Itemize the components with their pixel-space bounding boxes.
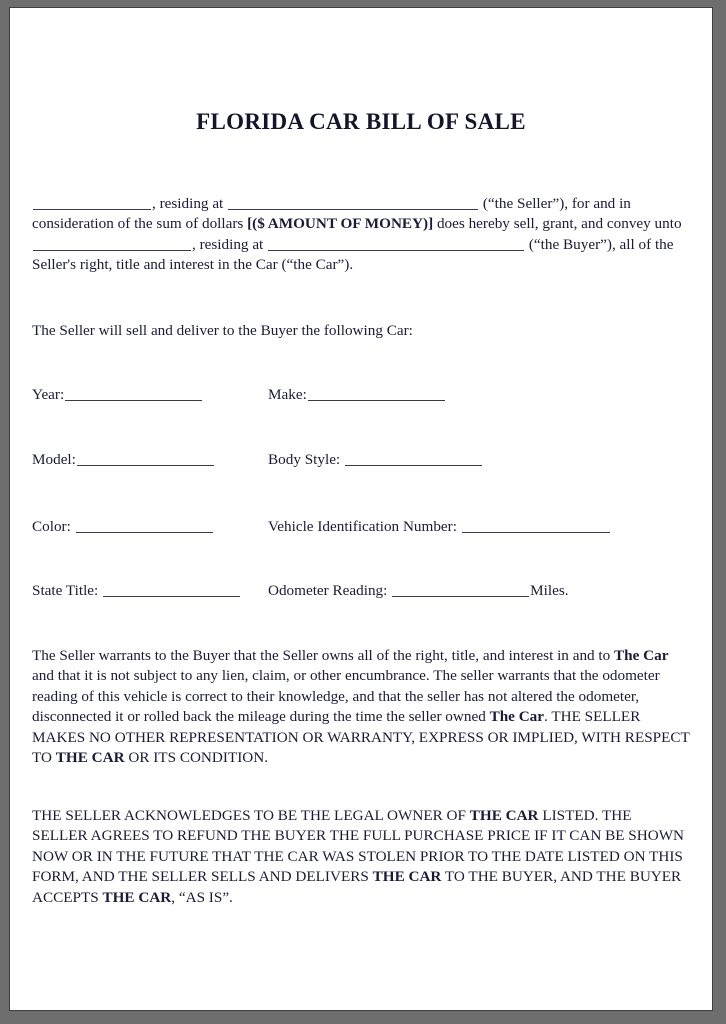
document-content — [32, 8, 690, 1010]
field-year-label: Year: — [32, 386, 65, 403]
field-vin-label: Vehicle Identification Number: — [268, 518, 457, 535]
field-odometer-label: Odometer Reading: — [268, 582, 388, 599]
field-model — [32, 450, 268, 470]
field-model-label: Model: — [32, 451, 76, 468]
acknowledgment-seg-1: THE SELLER ACKNOWLEDGES TO BE THE LEGAL OWNER OF — [32, 807, 470, 824]
consideration-tail-label: does hereby sell, grant, and — [436, 215, 604, 233]
field-make-blank[interactable] — [308, 389, 445, 401]
field-state-title-label: State Title: — [32, 582, 99, 599]
field-odometer-blank[interactable] — [392, 585, 529, 597]
buyer-address-blank[interactable] — [268, 239, 524, 251]
deliver-line-text: The Seller will sell and deliver to the Buyer the following Car: — [32, 322, 413, 339]
field-year-blank[interactable] — [65, 389, 202, 401]
field-row-model-bodystyle — [32, 450, 690, 470]
warranty-bold-1: The Car — [614, 647, 669, 664]
warranty-seg-3: . THE SELLER MAKES NO OTHER REPRESENTATION OR WARRANTY, EXPRESS OR IMPLIED, WITH RESPECT TO — [32, 708, 690, 767]
buyer-paren-label: (“the — [528, 235, 560, 253]
intro-paragraph — [32, 194, 690, 276]
warranty-seg-2: and that it is not subject to any lien, claim, or other encumbrance. The seller warrants that the odometer reading of this vehicle is correct to their knowledge, and that the seller has not altered the odometer, disconnected it or rolled back the mileage during the time the seller owned — [32, 667, 660, 726]
field-state-title-blank[interactable] — [103, 585, 240, 597]
seller-address-blank[interactable] — [228, 198, 478, 210]
seller-name-blank[interactable] — [33, 198, 151, 210]
acknowledgment-seg-3: TO THE BUYER, AND THE BUYER ACCEPTS — [32, 868, 682, 906]
field-state-title — [32, 581, 268, 601]
field-body-style — [268, 450, 483, 470]
seller-residing-label: , residing at — [152, 195, 224, 212]
field-body-style-blank[interactable] — [345, 454, 482, 466]
field-row-color-vin — [32, 517, 690, 537]
buyer-name-blank[interactable] — [33, 239, 191, 251]
buyer-residing-label: , residing at — [192, 235, 264, 253]
field-vin — [268, 517, 611, 537]
field-body-style-label: Body Style: — [268, 451, 341, 468]
field-model-blank[interactable] — [77, 454, 214, 466]
field-color — [32, 517, 268, 537]
acknowledgment-seg-2: LISTED. THE SELLER AGREES TO REFUND THE BUYER THE FULL PURCHASE PRICE IF IT CAN BE SHOWN NOW OR IN THE FUTURE THAT THE CAR WAS STOLEN PRIOR TO THE DATE LISTED ON THIS FORM, AND THE SELLER SELLS AND DELIVERS — [32, 807, 684, 886]
field-make-label: Make: — [268, 386, 307, 403]
convey-lead-label: convey unto — [606, 215, 682, 233]
field-row-year-make — [32, 385, 690, 405]
field-year — [32, 385, 268, 405]
field-color-label: Color: — [32, 518, 71, 535]
warranty-paragraph — [32, 646, 690, 768]
page-title: FLORIDA CAR BILL OF SALE — [196, 109, 526, 134]
field-odometer — [268, 581, 569, 601]
document-page — [10, 8, 712, 1010]
warranty-bold-3: THE CAR — [55, 749, 125, 767]
field-vin-blank[interactable] — [462, 521, 610, 533]
acknowledgment-bold-1: THE CAR — [469, 807, 539, 824]
acknowledgment-seg-4: , “AS IS”. — [171, 888, 233, 906]
seller-paren-label: (“the Seller”), for and — [482, 195, 616, 212]
warranty-seg-4: OR ITS CONDITION. — [124, 749, 268, 767]
warranty-bold-2: The Car — [489, 708, 545, 726]
acknowledgment-bold-2: THE CAR — [372, 868, 442, 886]
field-color-blank[interactable] — [76, 521, 213, 533]
acknowledgment-paragraph — [32, 806, 690, 908]
consideration-lead-label: in consideration of the sum of dollars — [32, 195, 631, 233]
deliver-line — [32, 321, 690, 341]
field-make — [268, 385, 446, 405]
warranty-seg-1: The Seller warrants to the Buyer that the Seller owns all of the right, title, and interest in and to — [32, 647, 615, 664]
acknowledgment-bold-3: THE CAR — [102, 888, 172, 906]
amount-placeholder[interactable]: [($ AMOUNT OF MONEY)] — [247, 215, 434, 233]
field-row-statetitle-odometer — [32, 581, 690, 601]
intro-closing-line: Buyer”), all of the Seller's right, title and interest in the Car (“the Car”). — [32, 235, 674, 274]
field-odometer-units-label: Miles. — [530, 582, 569, 599]
